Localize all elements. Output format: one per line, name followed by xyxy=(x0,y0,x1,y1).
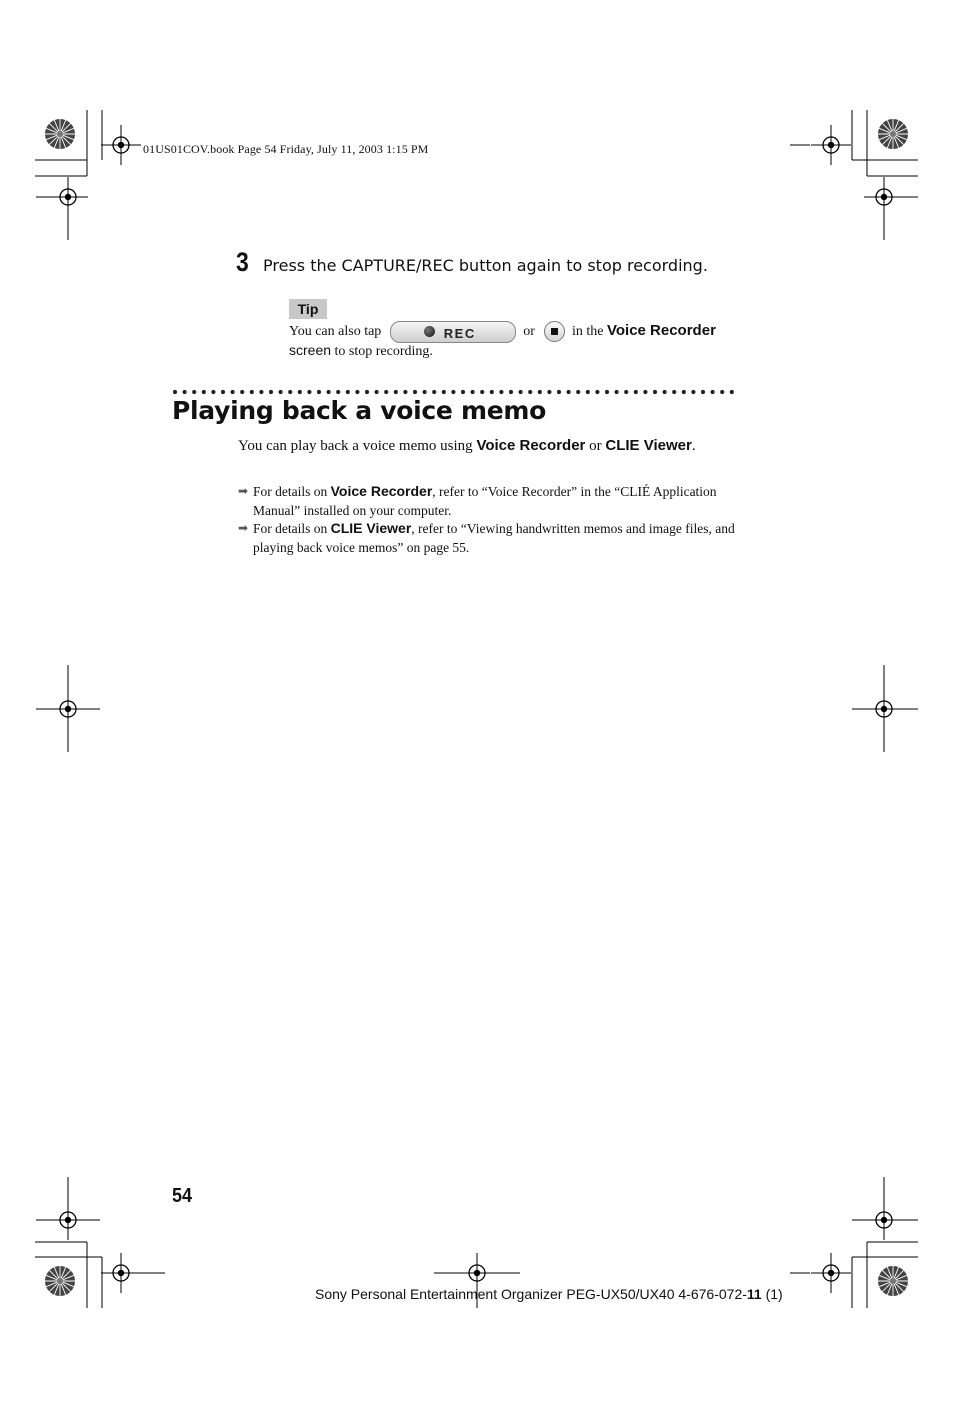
tip-text-rest: to stop recording. xyxy=(331,344,433,359)
rule-dot xyxy=(557,390,561,394)
rule-dot xyxy=(615,390,619,394)
ref-text: , refer to “Viewing handwritten memos and image files, and playing back voice memos” on page 55. xyxy=(253,521,735,555)
footer-product-info xyxy=(315,1286,783,1302)
footer-text: Sony Personal Entertainment Organizer PEG-UX50/UX40 4-676-072- xyxy=(315,1286,747,1302)
intro-end: . xyxy=(691,438,696,454)
ref-text: , refer to “Voice Recorder” in the “CLIÉ Application Manual” installed on your computer. xyxy=(253,484,717,518)
book-header: 01US01COV.book Page 54 Friday, July 11, 2003 1:15 PM xyxy=(143,142,429,156)
rule-dot xyxy=(691,390,695,394)
ref-text: For details on xyxy=(253,484,331,499)
intro-app-clie-viewer: CLIE Viewer xyxy=(605,437,692,454)
color-target-bottom-right xyxy=(878,1266,908,1296)
reference-item xyxy=(238,519,743,557)
rule-dot xyxy=(624,390,628,394)
tip-screen-word: screen xyxy=(289,342,332,358)
color-target-bottom-left xyxy=(45,1266,75,1296)
registration-mark xyxy=(101,125,141,165)
step-text: Press the CAPTURE/REC button again to stop recording. xyxy=(263,256,708,275)
rule-dot xyxy=(682,390,686,394)
rule-dot xyxy=(567,390,571,394)
rule-dot xyxy=(547,390,551,394)
rule-dot xyxy=(711,390,715,394)
color-target-top-right xyxy=(878,119,908,149)
page-number: 54 xyxy=(172,1185,193,1207)
tip-in-the: in the xyxy=(571,324,604,339)
stop-icon xyxy=(544,321,565,342)
rule-dot xyxy=(730,390,734,394)
footer-code-suffix: (1) xyxy=(761,1286,783,1302)
reference-item xyxy=(238,482,743,520)
rule-dot xyxy=(605,390,609,394)
section-intro xyxy=(238,436,696,456)
rule-dot xyxy=(634,390,638,394)
rule-dot xyxy=(576,390,580,394)
footer-code-bold: 11 xyxy=(746,1286,762,1302)
rule-dot xyxy=(672,390,676,394)
rec-button-label: REC xyxy=(443,325,476,341)
tip-app-name: Voice Recorder xyxy=(606,322,716,339)
rule-dot xyxy=(586,390,590,394)
registration-mark xyxy=(101,1253,141,1293)
rule-dot xyxy=(701,390,705,394)
rule-dot xyxy=(663,390,667,394)
registration-mark xyxy=(811,125,851,165)
rule-dot xyxy=(720,390,724,394)
rule-dot xyxy=(643,390,647,394)
intro-app-voice-recorder: Voice Recorder xyxy=(476,437,586,454)
color-target-top-left xyxy=(45,119,75,149)
tip-text-before: You can also tap xyxy=(289,324,382,339)
ref-app-name: CLIE Viewer xyxy=(330,520,412,536)
tip-label: Tip xyxy=(289,299,327,319)
tip-or: or xyxy=(523,324,535,339)
step-number: 3 xyxy=(236,247,249,277)
intro-text: You can play back a voice memo using xyxy=(238,438,477,454)
rule-dot xyxy=(595,390,599,394)
ref-text: For details on xyxy=(253,521,331,536)
ref-app-name: Voice Recorder xyxy=(330,483,433,499)
arrow-right-icon: ➡ xyxy=(238,484,249,498)
record-dot-icon xyxy=(424,326,435,337)
section-title: Playing back a voice memo xyxy=(172,396,546,425)
registration-mark xyxy=(811,1253,851,1293)
rule-dot xyxy=(653,390,657,394)
intro-or: or xyxy=(585,438,606,454)
arrow-right-icon: ➡ xyxy=(238,521,249,535)
tip-text-line2 xyxy=(289,340,433,362)
